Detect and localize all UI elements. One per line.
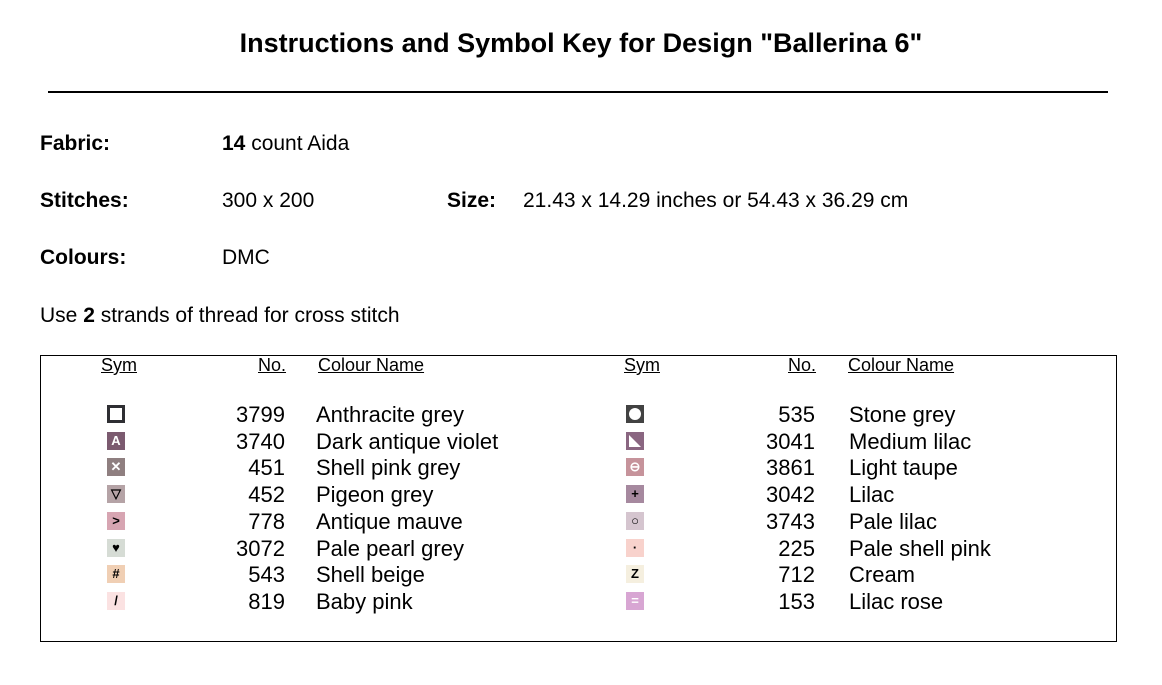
symbol-glyph: Z — [631, 566, 639, 582]
colour-name: Shell pink grey — [316, 455, 461, 481]
no-header-left: No. — [258, 355, 287, 375]
colour-name-header-left: Colour Name — [318, 355, 425, 375]
greater-than-icon — [107, 512, 125, 530]
symbol-glyph: + — [631, 486, 639, 502]
colour-name: Cream — [849, 562, 916, 588]
symbol-glyph: # — [112, 566, 120, 582]
strands-instruction — [40, 304, 400, 328]
colour-number: 3740 — [236, 428, 285, 454]
slash-icon — [107, 592, 125, 610]
colour-name: Anthracite grey — [316, 402, 464, 427]
colour-name: Light taupe — [849, 455, 958, 481]
half-triangle-icon — [626, 432, 644, 450]
dot-icon — [626, 539, 644, 557]
colour-number: 451 — [248, 455, 285, 481]
colour-number: 819 — [248, 588, 285, 614]
cross-x-icon — [107, 458, 125, 476]
symbol-glyph: ⊖ — [629, 459, 641, 475]
colour-name: Stone grey — [849, 402, 956, 427]
colours-label: Colours: — [40, 246, 127, 269]
colour-name: Pale shell pink — [849, 535, 991, 561]
colour-number: 778 — [248, 508, 285, 534]
circle-outline-icon — [626, 512, 644, 530]
symbol-glyph: / — [114, 592, 118, 608]
colour-number: 153 — [778, 588, 815, 614]
no-header-right: No. — [788, 355, 817, 375]
equals-icon — [626, 592, 644, 610]
symbol-glyph: ✕ — [110, 459, 122, 475]
plus-icon — [626, 485, 644, 503]
colour-name: Baby pink — [316, 588, 413, 614]
symbol-glyph: A — [111, 432, 121, 448]
size-label: Size: — [447, 189, 497, 212]
page-title: Instructions and Symbol Key for Design "Ballerina 6" — [239, 28, 923, 58]
fabric-type: count Aida — [245, 132, 350, 155]
fabric-label: Fabric: — [40, 132, 111, 155]
strands-suffix: strands of thread for cross stitch — [94, 304, 400, 327]
letter-z-icon — [626, 565, 644, 583]
title-divider — [48, 91, 1108, 93]
letter-a-icon — [107, 432, 125, 450]
square-outline-icon — [107, 405, 125, 423]
colour-name: Pale lilac — [849, 508, 938, 534]
symbol-glyph: > — [112, 512, 120, 528]
colour-number: 3072 — [236, 535, 285, 561]
colour-name: Dark antique violet — [316, 428, 499, 454]
symbol-key-box — [40, 355, 1117, 642]
heart-icon — [107, 539, 125, 557]
strands-prefix: Use — [40, 304, 84, 327]
colour-name: Lilac rose — [849, 588, 944, 614]
colour-number: 543 — [248, 562, 285, 588]
fabric-value — [222, 132, 349, 156]
symbol-glyph: ○ — [631, 512, 639, 528]
strands-count: 2 — [83, 304, 95, 327]
colour-number: 3799 — [236, 402, 285, 427]
stitches-label: Stitches: — [40, 189, 129, 212]
colour-number: 3861 — [766, 455, 815, 481]
colour-number: 3743 — [766, 508, 815, 534]
colour-number: 3041 — [766, 428, 815, 454]
colour-name-header-right: Colour Name — [848, 355, 955, 375]
colour-name: Medium lilac — [849, 428, 972, 454]
colour-number: 712 — [778, 562, 815, 588]
colour-name: Shell beige — [316, 562, 425, 588]
symbol-glyph: ♥ — [112, 539, 120, 555]
colour-number: 3042 — [766, 482, 815, 508]
triangle-down-icon — [107, 485, 125, 503]
symbol-glyph: = — [631, 592, 639, 608]
stitches-value: 300 x 200 — [222, 189, 315, 212]
size-value: 21.43 x 14.29 inches or 54.43 x 36.29 cm — [523, 189, 909, 212]
hash-icon — [107, 565, 125, 583]
colour-number: 225 — [778, 535, 815, 561]
circle-minus-icon — [626, 458, 644, 476]
filled-circle-icon — [626, 405, 644, 423]
colour-name: Lilac — [849, 482, 895, 508]
colour-number: 535 — [778, 402, 815, 427]
colour-name: Pale pearl grey — [316, 535, 464, 561]
symbol-glyph: · — [632, 539, 638, 555]
fabric-count: 14 — [222, 132, 246, 155]
colour-name: Pigeon grey — [316, 482, 434, 508]
colours-value: DMC — [222, 246, 270, 269]
sym-header-right: Sym — [624, 355, 660, 375]
colour-number: 452 — [248, 482, 285, 508]
colour-name: Antique mauve — [316, 508, 463, 534]
sym-header-left: Sym — [101, 355, 137, 375]
symbol-glyph: ▽ — [111, 486, 121, 502]
